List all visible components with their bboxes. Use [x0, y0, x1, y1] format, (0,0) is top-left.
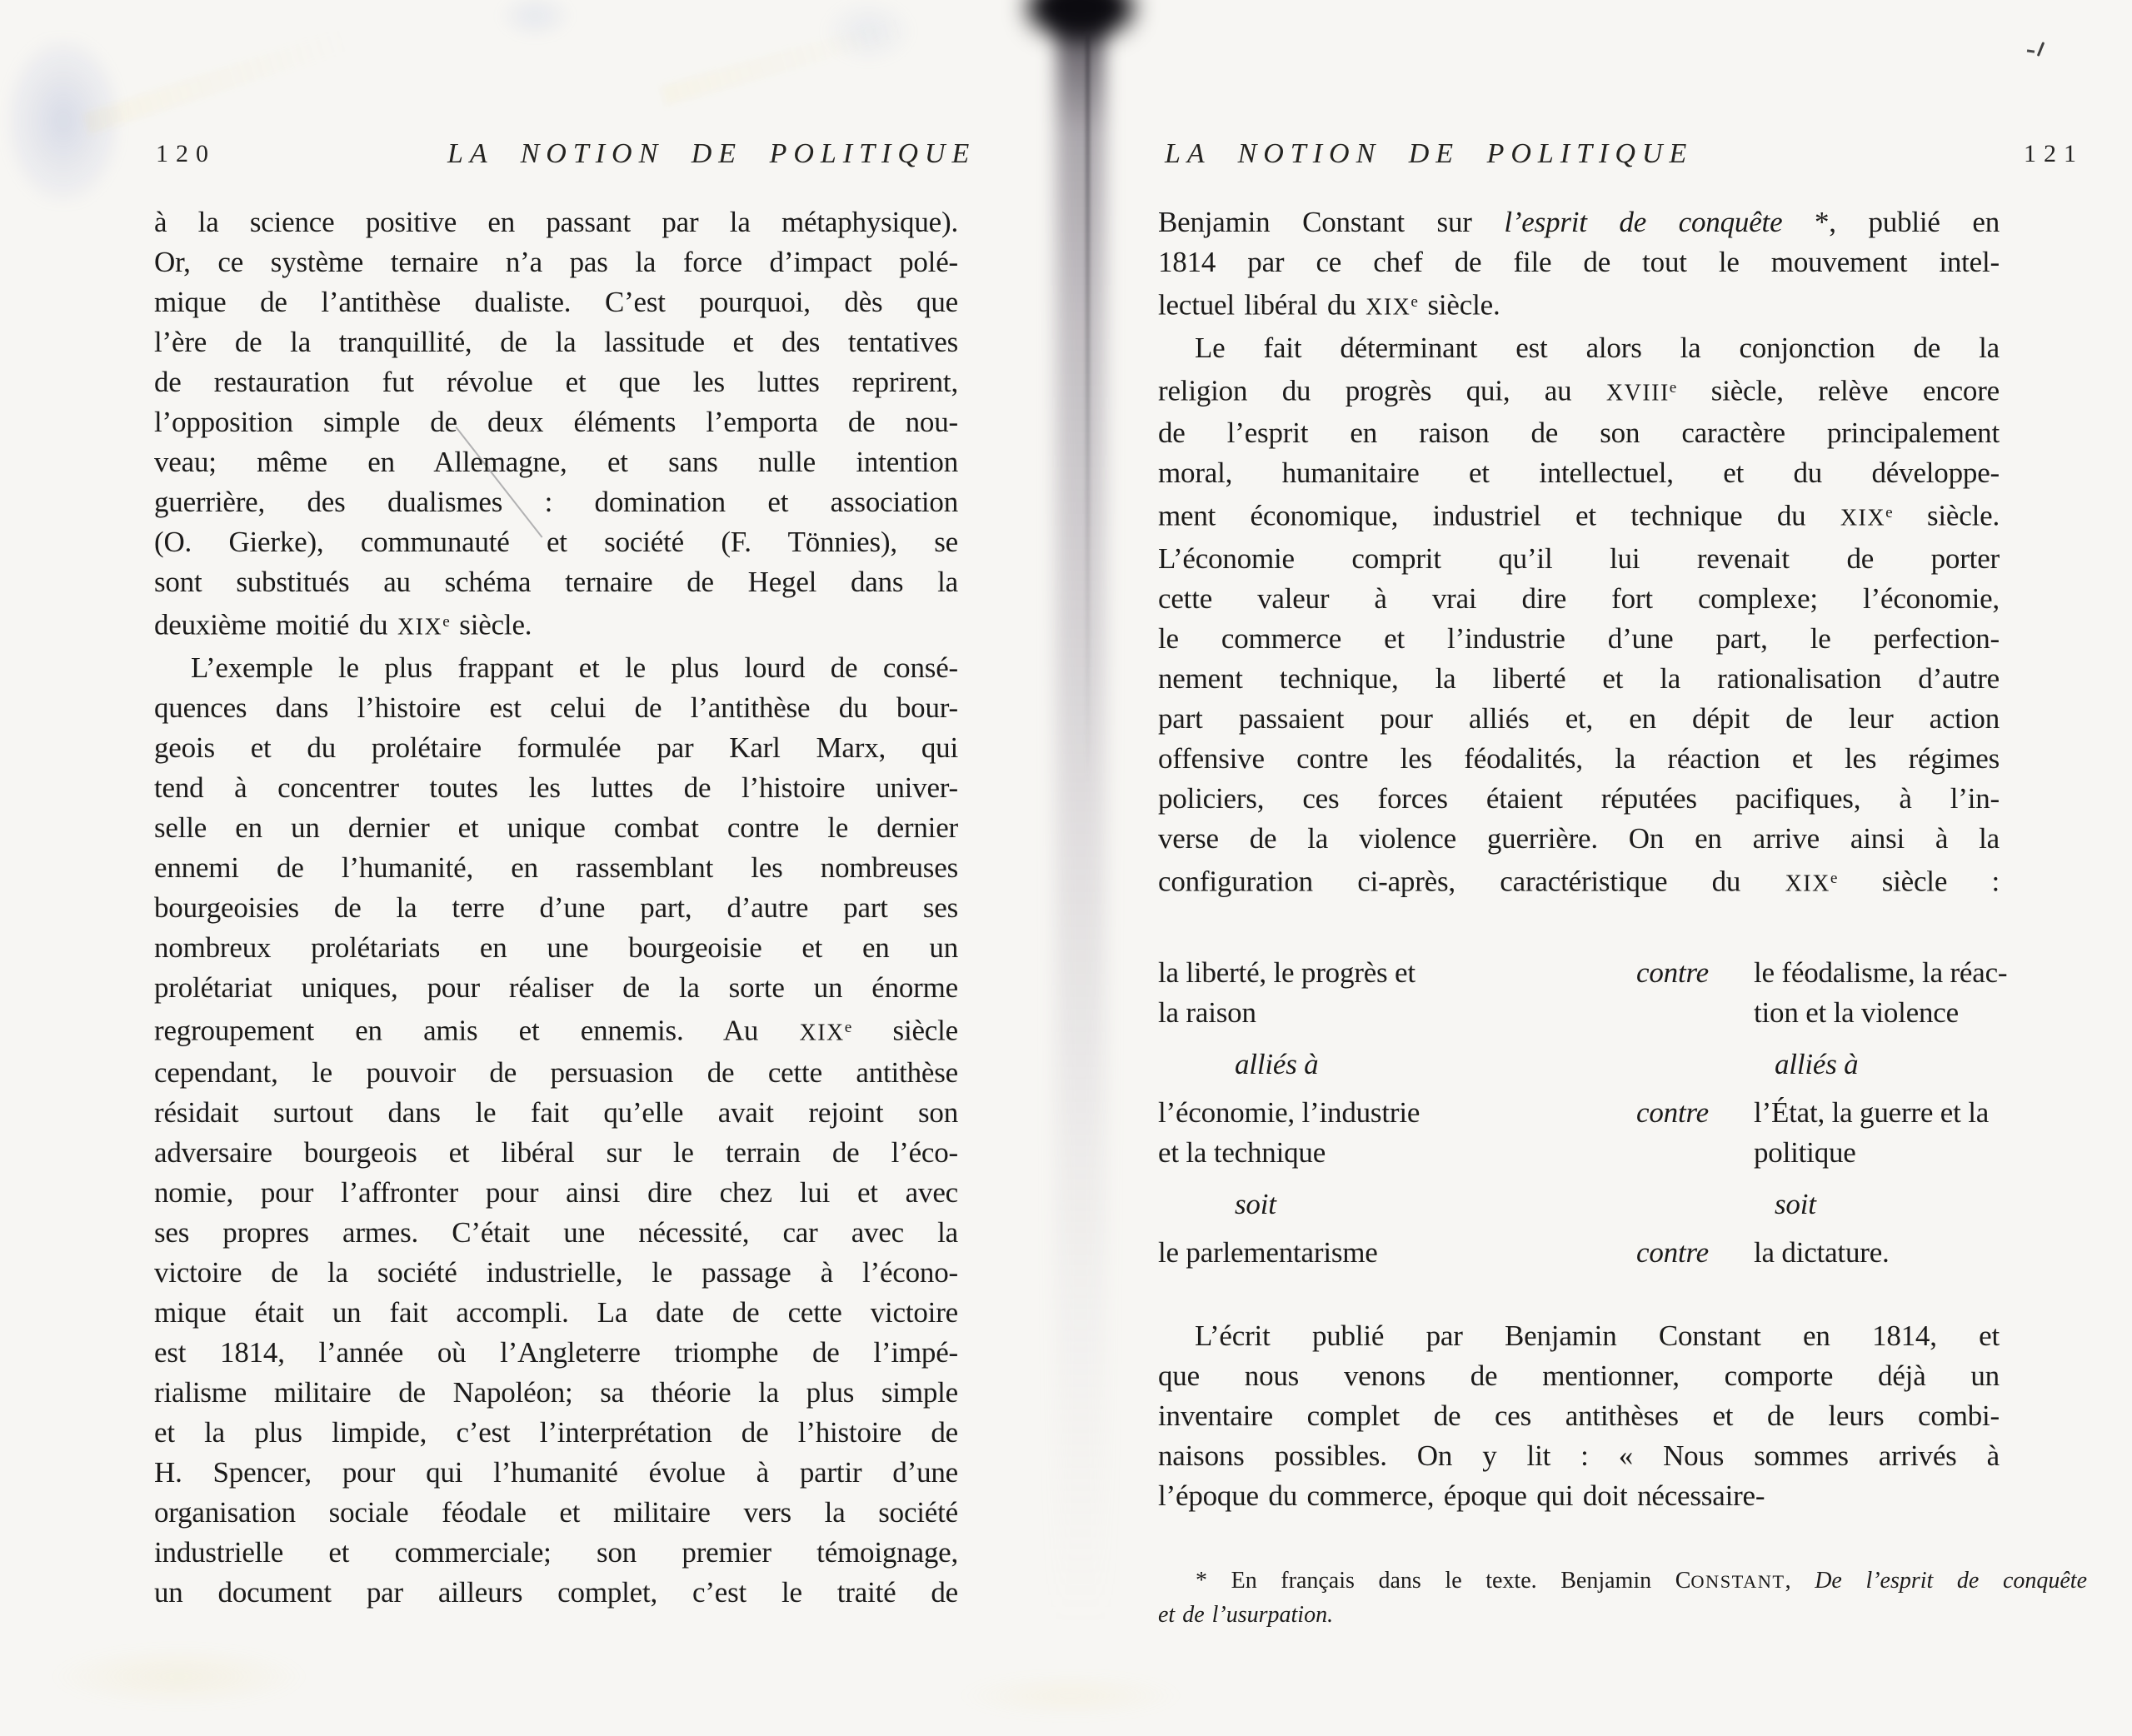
text-segment: (O. Gierke), communauté et société (F. Tönnies), se [154, 526, 958, 558]
text-segment: deuxième moitié du [154, 608, 397, 641]
ink-smudge [5, 37, 122, 204]
text-segment: e [1411, 293, 1418, 311]
text-line [1158, 1436, 2000, 1476]
ink-smudge [821, 0, 916, 67]
text-segment: nombreux prolétariats en une bourgeoisie et en un [154, 930, 958, 964]
text-segment: que nous venons de mentionner, comporte déjà un [1158, 1359, 2000, 1392]
text-segment: moral, humanitaire et intellectuel, et du développe- [1158, 456, 2000, 490]
body-text-column [1158, 202, 2000, 905]
connector-right: alliés à [1775, 1047, 1859, 1080]
text-segment: tend à concentrer toutes les luttes de l’histoire univer- [154, 771, 958, 804]
table-cell-line: et la technique [1158, 1135, 1326, 1169]
footnote [1158, 1564, 2087, 1632]
text-line [154, 888, 958, 928]
text-segment: , [1785, 1567, 1815, 1594]
paper-stain [661, 17, 906, 106]
text-line [154, 1493, 958, 1533]
text-line [154, 808, 958, 848]
text-segment: est 1814, l’année où l’Angleterre triomphe de l’impé- [154, 1336, 958, 1369]
body-text-column [1158, 1316, 2000, 1516]
text-segment: e [442, 613, 450, 631]
text-segment: XIX [1366, 294, 1411, 321]
table-cell-line: la dictature. [1754, 1235, 1890, 1269]
text-line [154, 1453, 958, 1493]
text-line [154, 1413, 958, 1453]
text-segment: configuration ci-après, caractéristique du [1158, 865, 1785, 898]
table-connector-row [1158, 1185, 2087, 1225]
pen-mark [2037, 42, 2045, 57]
text-line [154, 482, 958, 522]
text-line [1158, 1316, 2000, 1356]
table-cell-line: le parlementarisme [1158, 1235, 1378, 1269]
text-line [154, 848, 958, 888]
text-segment: religion du progrès qui, au [1158, 374, 1606, 407]
table-cell-line: la raison [1158, 995, 1256, 1029]
text-segment: regroupement en amis et ennemis. Au [154, 1014, 800, 1047]
text-segment: adversaire bourgeois et libéral sur le terrain de l’éco- [154, 1136, 958, 1170]
text-line [1158, 1396, 2000, 1436]
text-segment: siècle. [1892, 499, 2000, 532]
text-line [154, 1173, 958, 1213]
text-line [1158, 819, 2000, 859]
text-segment: part passaient pour alliés et, en dépit de leur action [1158, 701, 2000, 735]
text-line [1158, 1356, 2000, 1396]
text-line [1158, 328, 2000, 368]
text-segment: le commerce et l’industrie d’une part, le perfection- [1158, 621, 2000, 655]
table-vs-row [1158, 1233, 2087, 1273]
text-line [1158, 453, 2000, 493]
text-line [154, 928, 958, 968]
text-line [154, 1293, 958, 1333]
text-line [154, 242, 958, 282]
running-title: LA NOTION DE POLITIQUE [1165, 138, 1694, 169]
text-line [154, 1373, 958, 1413]
table-cell-right [1754, 1093, 2087, 1173]
text-segment: L’économie comprit qu’il lui revenait de porter [1158, 541, 2000, 575]
table-cell-contre: contre [1636, 955, 1709, 989]
text-line [154, 562, 958, 602]
text-segment: ONSTANT [1690, 1570, 1785, 1592]
text-segment: inventaire complet de ces antithèses et de leurs combi- [1158, 1399, 2000, 1432]
table-cell-left [1158, 953, 1591, 1033]
table-cell-line: politique [1754, 1135, 1856, 1169]
text-line [154, 1213, 958, 1253]
text-line [1158, 779, 2000, 819]
text-segment: l’opposition simple de deux éléments l’emporta de nou- [154, 406, 958, 438]
text-segment: XIX [1840, 505, 1886, 531]
table-cell-line: l’économie, l’industrie [1158, 1095, 1421, 1129]
text-segment: verse de la violence guerrière. On en arrive ainsi à la [1158, 821, 2000, 855]
text-segment: nement technique, la liberté et la rationalisation d’autre [1158, 661, 2000, 695]
text-line [154, 362, 958, 402]
page-header [154, 138, 976, 202]
text-segment: et de l’usurpation. [1158, 1601, 1334, 1628]
text-segment: siècle. [1417, 288, 1500, 322]
text-line [1158, 659, 2000, 699]
ink-smudge [496, 0, 575, 42]
text-segment: Or, ce système ternaire n’a pas la force d’impact polé- [154, 246, 958, 278]
running-title: LA NOTION DE POLITIQUE [447, 138, 976, 169]
text-segment: résidait surtout dans le fait qu’elle avait rejoint son [154, 1096, 958, 1130]
text-segment: de restauration fut révolue et que les luttes reprirent, [154, 366, 958, 398]
text-segment: sont substitués au schéma ternaire de Hegel dans la [154, 566, 958, 598]
text-line [154, 1533, 958, 1573]
text-line [1158, 493, 2000, 539]
text-line [1158, 699, 2000, 739]
text-segment: l’époque du commerce, époque qui doit nécessaire- [1158, 1479, 1765, 1512]
text-segment: L’écrit publié par Benjamin Constant en 1814, et [1195, 1319, 2000, 1352]
page-fold-line [1086, 33, 1090, 783]
text-segment: geois et du prolétaire formulée par Karl Marx, qui [154, 731, 958, 764]
text-segment: * En français dans le texte. Benjamin C [1196, 1567, 1691, 1594]
text-line [1158, 1564, 2087, 1599]
text-segment: prolétariat uniques, pour réaliser de la sorte un énorme [154, 970, 958, 1004]
text-segment: un document par ailleurs complet, c’est le traité de [154, 1576, 958, 1609]
table-cell-right [1754, 953, 2087, 1033]
text-line [154, 728, 958, 768]
text-segment: l’ère de la tranquillité, de la lassitude et des tentatives [154, 326, 958, 358]
text-segment: rialisme militaire de Napoléon; sa théorie la plus simple [154, 1376, 958, 1409]
pen-mark [2027, 49, 2035, 52]
text-segment: e [1830, 869, 1838, 887]
text-segment: guerrière, des dualismes : domination et association [154, 486, 958, 518]
text-segment: Le fait déterminant est alors la conjonction de la [1195, 331, 2000, 364]
text-segment: Benjamin Constant sur [1158, 206, 1505, 238]
text-segment: industrielle et commerciale; son premier témoignage, [154, 1536, 958, 1569]
text-segment: ment économique, industriel et technique du [1158, 499, 1840, 532]
text-line [154, 402, 958, 442]
text-segment: H. Spencer, pour qui l’humanité évolue à partir d’une [154, 1456, 958, 1489]
text-segment: lectuel libéral du [1158, 288, 1366, 322]
text-segment: siècle, relève encore [1676, 374, 2000, 407]
text-line [154, 522, 958, 562]
table-cell-left [1158, 1233, 1591, 1273]
text-line [154, 648, 958, 688]
page-121 [1158, 140, 2087, 1632]
page-gutter-shadow [1056, 0, 1105, 1624]
page-number: 121 [2024, 140, 2084, 167]
connector-gap [1591, 1045, 1754, 1085]
text-line [1158, 859, 2000, 905]
text-segment: siècle [851, 1014, 958, 1047]
text-segment: naisons possibles. On y lit : « Nous sommes arrivés à [1158, 1439, 2000, 1472]
table-vs-row [1158, 1093, 2087, 1173]
text-line [154, 1573, 958, 1613]
text-segment: siècle. [449, 608, 532, 641]
text-segment: l’esprit de conquête [1504, 206, 1783, 238]
paper-stain [50, 1645, 308, 1708]
table-cell-line: le féodalisme, la réac- [1754, 955, 2008, 989]
body-text-column [154, 202, 958, 1613]
text-line [1158, 368, 2000, 414]
connector-left: alliés à [1235, 1047, 1319, 1080]
text-line [1158, 539, 2000, 579]
text-line [154, 202, 958, 242]
text-segment: quences dans l’histoire est celui de l’antithèse du bour- [154, 691, 958, 724]
text-line [154, 1133, 958, 1173]
connector-left: soit [1235, 1187, 1276, 1220]
text-line [154, 1053, 958, 1093]
table-cell-line: tion et la violence [1754, 995, 1959, 1029]
text-line [154, 1093, 958, 1133]
table-cell-left [1158, 1093, 1591, 1173]
text-segment: policiers, ces forces étaient réputées pacifiques, à l’in- [1158, 781, 2000, 815]
text-segment: *, publié en [1782, 206, 2000, 238]
page-header [1158, 140, 2087, 202]
table-vs-row [1158, 953, 2087, 1033]
text-line [154, 282, 958, 322]
text-line [154, 1008, 958, 1054]
paper-stain [82, 29, 351, 135]
text-line [1158, 1599, 2087, 1632]
text-segment: mique de l’antithèse dualiste. C’est pourquoi, dès que [154, 286, 958, 318]
page-120 [154, 138, 976, 1613]
text-line [154, 768, 958, 808]
text-segment: L’exemple le plus frappant et le plus lourd de consé- [191, 651, 958, 684]
text-segment: bourgeoisies de la terre d’une part, d’autre part ses [154, 890, 958, 924]
text-segment: veau; même en Allemagne, et sans nulle intention [154, 446, 958, 478]
text-segment: cette valeur à vrai dire fort complexe; l’économie, [1158, 581, 2000, 615]
text-line [154, 322, 958, 362]
text-line [154, 968, 958, 1008]
table-cell-line: l’État, la guerre et la [1754, 1095, 1990, 1129]
text-line [154, 442, 958, 482]
text-segment: XIX [799, 1020, 845, 1046]
text-segment: offensive contre les féodalités, la réaction et les régimes [1158, 741, 2000, 775]
text-segment: e [1669, 378, 1677, 397]
text-line [154, 1253, 958, 1293]
text-segment: XIX [397, 614, 443, 641]
text-segment: selle en un dernier et unique combat contre le dernier [154, 811, 958, 844]
page-gutter-shadow-top [1027, 0, 1134, 38]
text-segment: ennemi de l’humanité, en rassemblant les nombreuses [154, 851, 958, 884]
table-cell-right [1754, 1233, 2087, 1273]
text-segment: XVIII [1605, 380, 1670, 407]
text-line [1158, 1476, 2000, 1516]
table-cell-contre: contre [1636, 1235, 1709, 1269]
antithesis-table [1158, 953, 2087, 1273]
text-line [1158, 282, 2000, 328]
text-segment: à la science positive en passant par la métaphysique). [154, 206, 958, 238]
text-segment: de l’esprit en raison de son caractère principalement [1158, 417, 2000, 450]
text-line [1158, 619, 2000, 659]
text-segment: et la plus limpide, c’est l’interprétation de l’histoire de [154, 1416, 958, 1449]
text-line [154, 1333, 958, 1373]
text-segment: De l’esprit de conquête [1815, 1567, 2088, 1594]
text-line [1158, 739, 2000, 779]
text-segment: nomie, pour l’affronter pour ainsi dire chez lui et avec [154, 1176, 958, 1210]
connector-gap [1591, 1185, 1754, 1225]
text-segment: e [844, 1018, 852, 1036]
text-segment: siècle : [1837, 865, 2000, 898]
text-segment: e [1885, 504, 1893, 522]
connector-right: soit [1775, 1187, 1816, 1220]
text-line [1158, 202, 2000, 242]
text-segment: ses propres armes. C’était une nécessité, car avec la [154, 1216, 958, 1250]
table-cell-line: la liberté, le progrès et [1158, 955, 1416, 989]
text-line [1158, 579, 2000, 619]
text-segment: cependant, le pouvoir de persuasion de cette antithèse [154, 1056, 958, 1090]
table-cell-contre: contre [1636, 1095, 1709, 1129]
text-line [1158, 242, 2000, 282]
paper-stain [958, 1673, 1183, 1719]
text-segment: organisation sociale féodale et militaire vers la société [154, 1496, 958, 1529]
text-segment: XIX [1785, 870, 1830, 897]
table-connector-row [1158, 1045, 2087, 1085]
text-segment: 1814 par ce chef de file de tout le mouvement intel- [1158, 246, 2000, 278]
text-segment: mique était un fait accompli. La date de cette victoire [154, 1296, 958, 1329]
page-number: 120 [156, 140, 216, 167]
text-line [154, 602, 958, 648]
text-line [154, 688, 958, 728]
text-segment: victoire de la société industrielle, le passage à l’écono- [154, 1256, 958, 1290]
text-line [1158, 413, 2000, 453]
